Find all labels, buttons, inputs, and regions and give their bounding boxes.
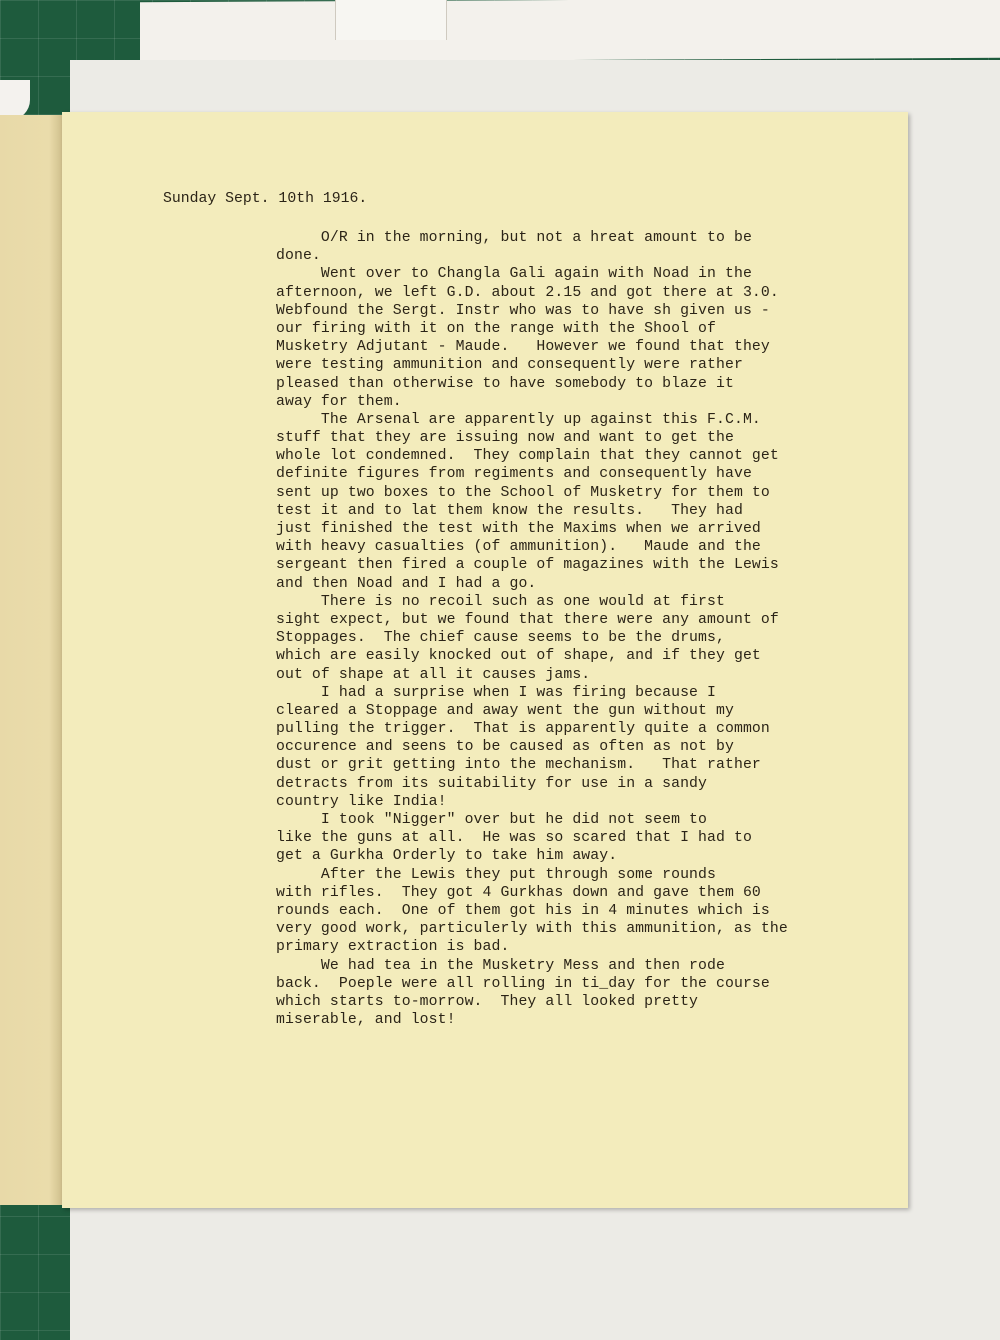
text-line: get a Gurkha Orderly to take him away. bbox=[276, 848, 618, 865]
text-line: definite figures from regiments and consequently have bbox=[276, 466, 752, 483]
text-line: dust or grit getting into the mechanism. That rather bbox=[276, 757, 761, 774]
text-line: There is no recoil such as one would at first bbox=[276, 593, 725, 610]
text-line: were testing ammunition and consequently were rather bbox=[276, 357, 743, 374]
text-line: stuff that they are issuing now and want to get the bbox=[276, 430, 734, 447]
text-line: I had a surprise when I was firing because I bbox=[276, 684, 716, 701]
text-line: done. bbox=[276, 248, 321, 265]
text-line: Went over to Changla Gali again with Noad in the bbox=[276, 266, 752, 283]
text-line: and then Noad and I had a go. bbox=[276, 575, 537, 592]
text-line: detracts from its suitability for use in a sandy bbox=[276, 775, 708, 792]
text-line: We had tea in the Musketry Mess and then rode bbox=[276, 957, 725, 974]
text-line: sight expect, but we found that there were any amount of bbox=[276, 611, 779, 628]
text-line: just finished the test with the Maxims when we arrived bbox=[276, 521, 761, 537]
text-line: The Arsenal are apparently up against this F.C.M. bbox=[276, 411, 761, 428]
text-line: which are easily knocked out of shape, and if they get bbox=[276, 648, 761, 665]
text-line: Stoppages. The chief cause seems to be the drums, bbox=[276, 630, 725, 647]
text-line: I took "Nigger" over but he did not seem to bbox=[276, 812, 708, 828]
text-line: test it and to lat them know the results. They had bbox=[276, 502, 743, 519]
text-line: occurence and seens to be caused as often as not by bbox=[276, 739, 734, 756]
text-line: sergeant then fired a couple of magazines with the Lewis bbox=[276, 557, 779, 574]
text-line: country like India! bbox=[276, 793, 447, 810]
text-line: sent up two boxes to the School of Musketry for them to bbox=[276, 484, 770, 501]
top-paper-sheet bbox=[140, 0, 1000, 62]
text-line: After the Lewis they put through some rounds bbox=[276, 866, 716, 883]
text-line: back. Poeple were all rolling in ti_day for the course bbox=[276, 975, 770, 992]
text-line: cleared a Stoppage and away went the gun without my bbox=[276, 702, 734, 719]
top-paper-tab bbox=[335, 0, 447, 40]
text-line: away for them. bbox=[276, 393, 402, 410]
text-line: like the guns at all. He was so scared that I had to bbox=[276, 830, 752, 847]
text-line: O/R in the morning, but not a hreat amount to be bbox=[276, 230, 752, 246]
left-book-page-edge bbox=[0, 115, 70, 1205]
text-line: with rifles. They got 4 Gurkhas down and gave them 60 bbox=[276, 884, 761, 901]
text-line: with heavy casualties (of ammunition). Maude and the bbox=[276, 539, 761, 556]
text-line: which starts to-morrow. They all looked pretty bbox=[276, 993, 699, 1010]
text-line: rounds each. One of them got his in 4 minutes which is bbox=[276, 902, 770, 919]
date-line: Sunday Sept. 10th 1916. bbox=[163, 191, 368, 207]
text-line: Musketry Adjutant - Maude. However we found that they bbox=[276, 339, 770, 356]
text-line: Webfound the Sergt. Instr who was to have sh given us - bbox=[276, 302, 770, 319]
text-line: pleased than otherwise to have somebody to blaze it bbox=[276, 375, 734, 392]
text-line: very good work, particulerly with this ammunition, as the bbox=[276, 921, 788, 938]
text-line: our firing with it on the range with the Shool of bbox=[276, 320, 716, 337]
letter-body bbox=[276, 229, 788, 1029]
text-line: pulling the trigger. That is apparently quite a common bbox=[276, 721, 770, 738]
text-line: whole lot condemned. They complain that they cannot get bbox=[276, 448, 779, 465]
text-line: primary extraction is bad. bbox=[276, 939, 510, 956]
text-line: out of shape at all it causes jams. bbox=[276, 666, 591, 683]
text-line: miserable, and lost! bbox=[276, 1012, 456, 1029]
text-line: afternoon, we left G.D. about 2.15 and got there at 3.0. bbox=[276, 284, 779, 301]
